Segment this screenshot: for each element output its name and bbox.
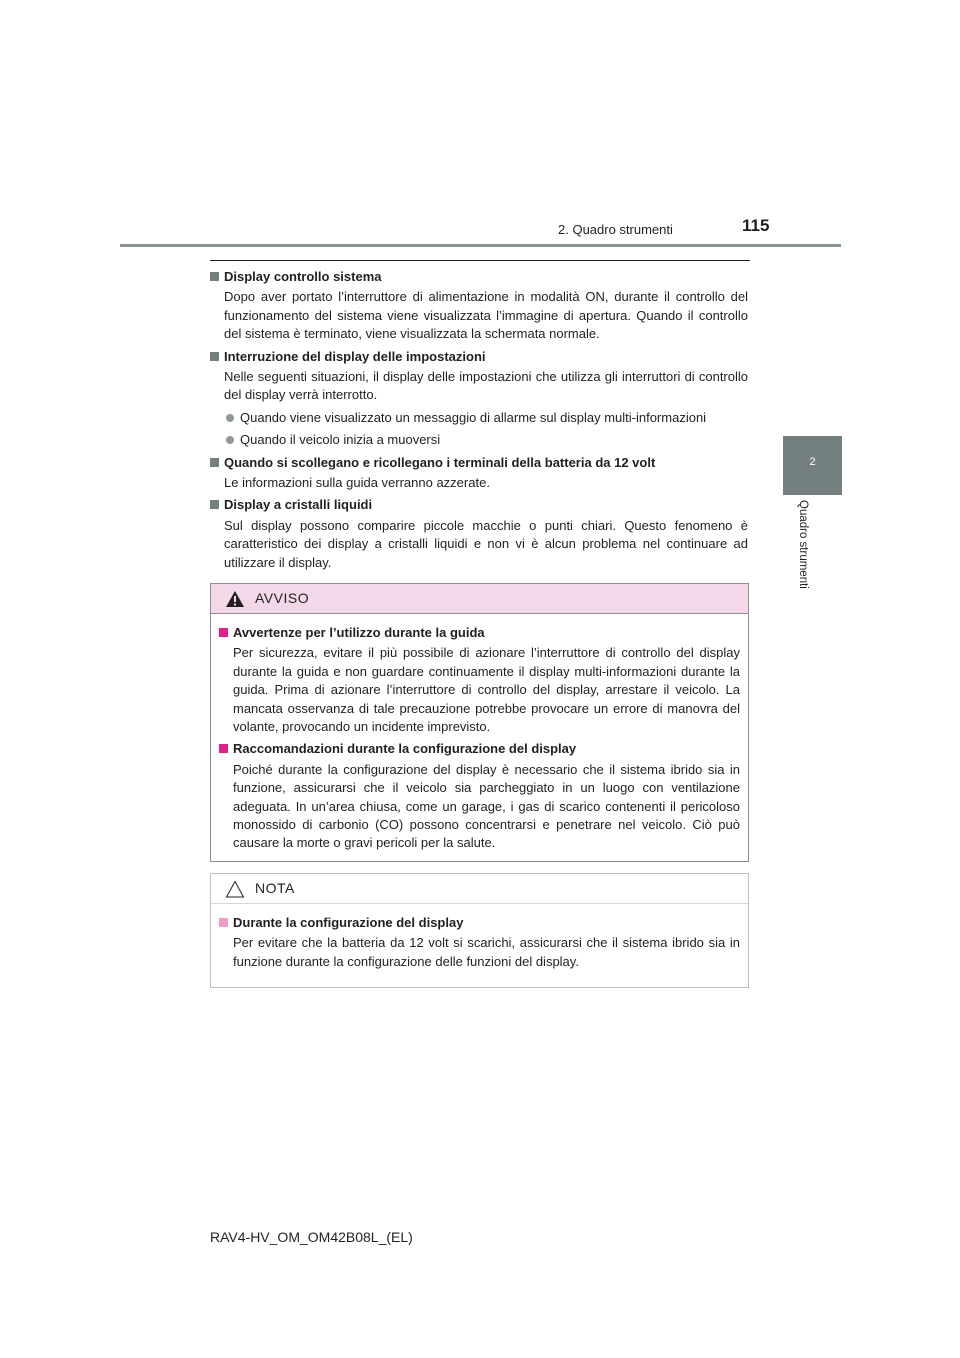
square-bullet-icon [219,744,228,753]
warning-text: Poiché durante la configurazione del display è necessario che il sistema ibrido sia in funzione, assicurarsi che il veicolo sia parcheggiato in un luogo con ventilazione adeguata. In un’area chiusa, come un garage, i gas di scarico contenenti il pericoloso monossido di carbonio (CO) possono concentrarsi e penetrare nel veicolo. Ciò può causare la morte o gravi pericoli per la salute. [233,761,740,851]
chapter-side-label [795,500,809,610]
section-text: Le informazioni sulla guida verranno azzerate. [224,475,490,491]
warning-box [210,583,749,862]
list-item: Quando viene visualizzato un messaggio di allarme sul display multi-informazioni [210,409,748,427]
warning-box-title: AVVISO [255,590,310,606]
section-display-controllo [210,268,748,344]
section-text: Nelle seguenti situazioni, il display delle impostazioni che utilizza gli interruttori di controllo del display verrà interrotto. [224,369,748,403]
content-divider [210,260,750,261]
warning-box-body [211,614,748,853]
section-batteria-12v [210,454,748,493]
section-interruzione-display [210,348,748,450]
manual-code: RAV4-HV_OM_OM42B08L_(EL) [210,1229,413,1245]
square-bullet-icon [219,628,228,637]
warning-heading: Avvertenze per l’utilizzo durante la guida [219,624,740,642]
note-box-header [211,874,748,904]
warning-text: Per sicurezza, evitare il più possibile di azionare l’interruttore di controllo del display durante la guida e non guardare continuamente il display multi-informazioni durante la guida. Prima di azionare l’interruttore di controllo del display, arrestare il veicolo. La mancata osservanza di tale precauzione potrebbe provocare un errore di manovra del volante, provocando un incidente imprevisto. [233,645,740,735]
note-text: Per evitare che la batteria da 12 volt si scarichi, assicurarsi che il sistema ibrido sia in funzione durante la configurazione delle funzioni del display. [233,935,740,969]
main-content [210,268,748,576]
warning-triangle-icon [225,590,245,608]
chapter-tab[interactable] [783,436,842,495]
note-box-title: NOTA [255,880,295,896]
chapter-tab-number: 2 [809,456,816,468]
section-heading: Interruzione del display delle impostazioni [210,348,748,366]
circle-bullet-icon [226,436,234,444]
section-title: 2. Quadro strumenti [558,222,673,237]
square-bullet-icon [210,500,219,509]
section-heading: Display controllo sistema [210,268,748,286]
section-heading: Display a cristalli liquidi [210,496,748,514]
square-bullet-icon [210,352,219,361]
section-text: Dopo aver portato l’interruttore di alimentazione in modalità ON, durante il controllo del funzionamento del sistema viene visualizzata l’immagine di apertura. Quando il controllo del sistema è terminato, viene visualizzata la schermata normale. [224,289,748,342]
warning-heading: Raccomandazioni durante la configurazione del display [219,740,740,758]
caution-triangle-icon [225,880,245,898]
section-heading: Quando si scollegano e ricollegano i terminali della batteria da 12 volt [210,454,748,472]
square-bullet-icon [210,458,219,467]
note-box-body [211,904,748,971]
note-heading: Durante la configurazione del display [219,914,740,932]
page-number: 115 [742,216,770,235]
note-box [210,873,749,988]
header-divider [120,244,841,247]
list-item: Quando il veicolo inizia a muoversi [210,431,748,449]
section-text: Sul display possono comparire piccole macchie o punti chiari. Questo fenomeno è caratteristico dei display a cristalli liquidi e non vi è alcun problema nel continuare ad utilizzare il display. [224,517,748,570]
warning-box-header [211,584,748,614]
square-bullet-icon [219,918,228,927]
square-bullet-icon [210,272,219,281]
section-cristalli-liquidi [210,496,748,572]
chapter-side-label-text: Quadro strumenti [797,500,809,589]
circle-bullet-icon [226,414,234,422]
